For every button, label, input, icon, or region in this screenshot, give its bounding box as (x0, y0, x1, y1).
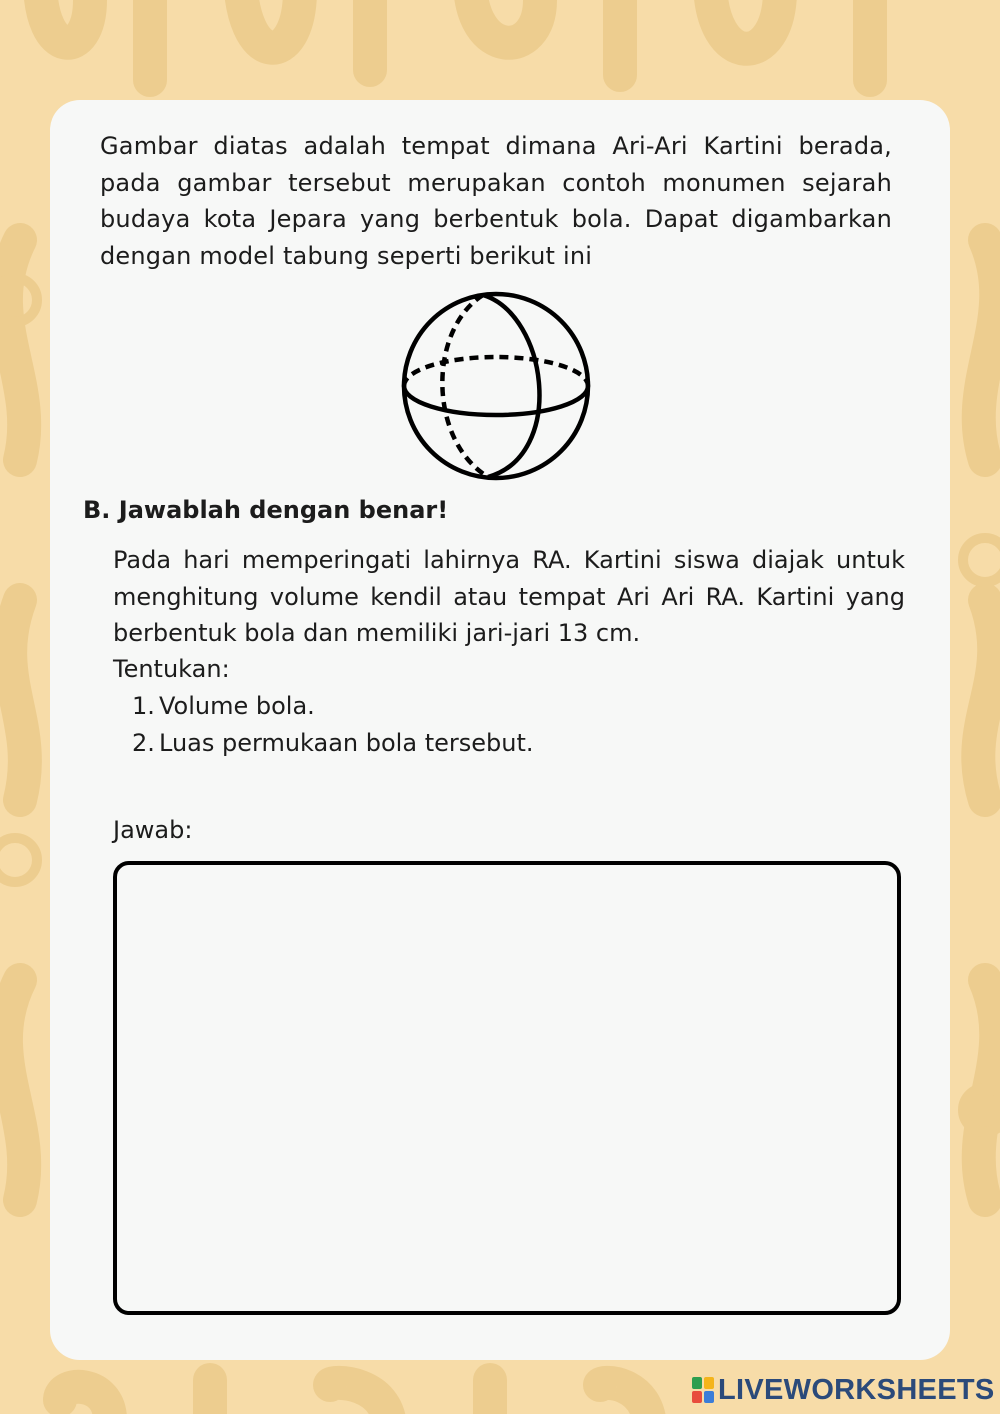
list-item (132, 725, 533, 762)
task-list (132, 688, 533, 762)
question-text: Pada hari memperingati lahirnya RA. Kartini siswa diajak untuk menghitung volume kendil atau tempat Ari Ari RA. Kartini yang berbentuk bola dan memiliki jari-jari 13 cm. (113, 546, 905, 647)
answer-label: Jawab: (113, 816, 193, 844)
task-text: Volume bola. (159, 692, 315, 720)
sphere-icon (398, 290, 594, 482)
liveworksheets-logo-icon (692, 1377, 714, 1403)
brand-name: LIVEWORKSHEETS (718, 1373, 995, 1406)
intro-paragraph: Gambar diatas adalah tempat dimana Ari-Ari Kartini berada, pada gambar tersebut merupakan contoh monumen sejarah budaya kota Jepara yang berbentuk bola. Dapat digambarkan dengan model tabung seperti berikut ini (100, 132, 892, 270)
task-text: Luas permukaan bola tersebut. (159, 729, 534, 757)
question-prompt: Tentukan: (113, 655, 230, 683)
answer-input-box[interactable] (113, 861, 901, 1315)
task-number: 1. (132, 692, 155, 720)
list-item (132, 688, 533, 725)
task-number: 2. (132, 729, 155, 757)
section-title: B. Jawablah dengan benar! (83, 496, 449, 524)
liveworksheets-brand[interactable] (692, 1374, 995, 1406)
